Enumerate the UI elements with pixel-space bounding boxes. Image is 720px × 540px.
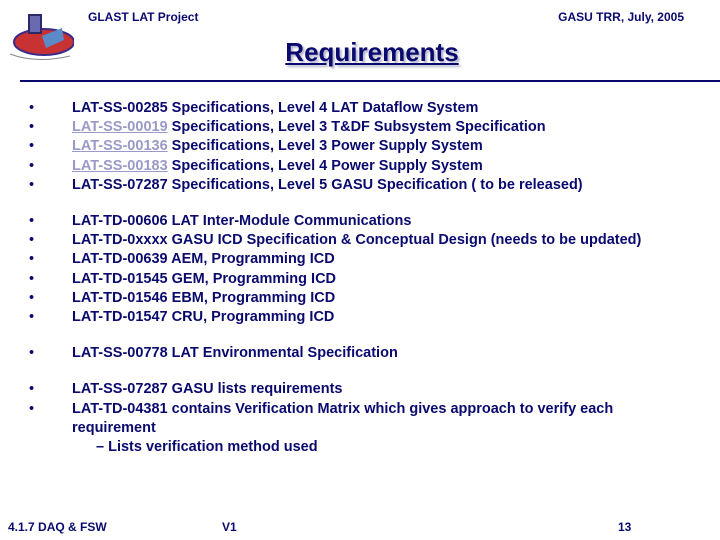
bullet-icon: •: [29, 309, 35, 326]
document-description: AEM, Programming ICD: [171, 251, 335, 268]
requirement-text: [72, 289, 692, 308]
document-code: LAT-TD-0xxxx: [72, 232, 168, 249]
document-code[interactable]: LAT-SS-00136: [72, 138, 168, 155]
bullet-icon: •: [29, 119, 35, 136]
requirement-text: [72, 212, 692, 231]
requirement-item: [0, 118, 720, 137]
footer-version: V1: [222, 520, 237, 534]
requirement-text: [72, 308, 692, 327]
footer-page-number: 13: [618, 520, 632, 534]
document-description: Specifications, Level 5 GASU Specification ( to be released): [171, 176, 583, 193]
sub-item: – Lists verification method used: [96, 439, 318, 456]
bullet-icon: •: [29, 270, 35, 287]
requirement-group: [0, 344, 720, 363]
requirement-item: [0, 270, 720, 289]
bullet-icon: •: [29, 345, 35, 362]
document-description: Specifications, Level 4 Power Supply System: [171, 157, 483, 174]
requirement-text: [72, 231, 692, 250]
document-description: LAT Inter-Module Communications: [171, 213, 412, 230]
document-description: EBM, Programming ICD: [171, 289, 336, 306]
requirement-text: [72, 176, 692, 195]
document-description: GEM, Programming ICD: [171, 270, 337, 287]
document-description: contains Verification Matrix which gives approach to verify each requirement: [72, 400, 614, 436]
bullet-icon: •: [29, 100, 35, 116]
requirement-item: [0, 380, 720, 399]
requirement-item: [0, 308, 720, 327]
document-code: LAT-SS-00285: [72, 100, 168, 116]
document-code: LAT-TD-00606: [72, 213, 168, 230]
requirement-item: [0, 99, 720, 118]
requirement-text: [72, 400, 692, 438]
requirement-item: [0, 231, 720, 250]
document-description: CRU, Programming ICD: [171, 309, 335, 326]
requirement-group: [0, 380, 720, 457]
bullet-icon: •: [29, 381, 35, 398]
requirement-item: [0, 212, 720, 231]
bullet-icon: •: [29, 138, 35, 155]
bullet-icon: •: [29, 176, 35, 193]
requirement-item: [0, 157, 720, 176]
document-code: LAT-SS-07287: [72, 381, 168, 398]
requirement-item: [0, 137, 720, 156]
requirement-text: [72, 344, 692, 363]
document-description: Specifications, Level 3 Power Supply System: [171, 138, 483, 155]
bullet-icon: •: [29, 400, 35, 417]
document-code: LAT-TD-01546: [72, 289, 168, 306]
document-code: LAT-TD-01545: [72, 270, 168, 287]
bullet-icon: •: [29, 251, 35, 268]
bullet-icon: •: [29, 289, 35, 306]
bullet-icon: •: [29, 213, 35, 230]
document-description: GASU lists requirements: [171, 381, 343, 398]
page-title: Requirements: [285, 37, 459, 67]
document-code: LAT-TD-00639: [72, 251, 168, 268]
document-description: LAT Environmental Specification: [171, 345, 398, 362]
requirement-group: [0, 212, 720, 327]
requirement-item: [0, 400, 720, 438]
document-description: Specifications, Level 4 LAT Dataflow System: [171, 100, 479, 116]
requirement-item: [0, 250, 720, 269]
requirement-text: [72, 118, 692, 137]
document-code: LAT-SS-00778: [72, 345, 168, 362]
requirement-text: [72, 250, 692, 269]
document-description: Specifications, Level 3 T&DF Subsystem Specification: [171, 119, 546, 136]
meeting-label: GASU TRR, July, 2005: [558, 10, 684, 24]
document-code: LAT-TD-04381: [72, 400, 168, 417]
document-code[interactable]: LAT-SS-00183: [72, 157, 168, 174]
document-code[interactable]: LAT-SS-00019: [72, 119, 168, 136]
document-description: GASU ICD Specification & Conceptual Design (needs to be updated): [171, 232, 642, 249]
bullet-icon: •: [29, 157, 35, 174]
requirement-item: [0, 289, 720, 308]
bullet-icon: •: [29, 232, 35, 249]
requirement-text: [72, 137, 692, 156]
project-label: GLAST LAT Project: [88, 10, 199, 24]
document-code: LAT-SS-07287: [72, 176, 168, 193]
title-divider: [20, 80, 720, 82]
requirement-text: [72, 157, 692, 176]
requirement-text: [72, 270, 692, 289]
requirement-text: [72, 99, 692, 118]
document-code: LAT-TD-01547: [72, 309, 168, 326]
requirement-item: [0, 344, 720, 363]
footer-section: 4.1.7 DAQ & FSW: [8, 520, 107, 534]
requirements-list: [0, 99, 720, 474]
requirement-text: [72, 380, 692, 399]
requirement-group: [0, 99, 720, 195]
requirement-item: [0, 176, 720, 195]
